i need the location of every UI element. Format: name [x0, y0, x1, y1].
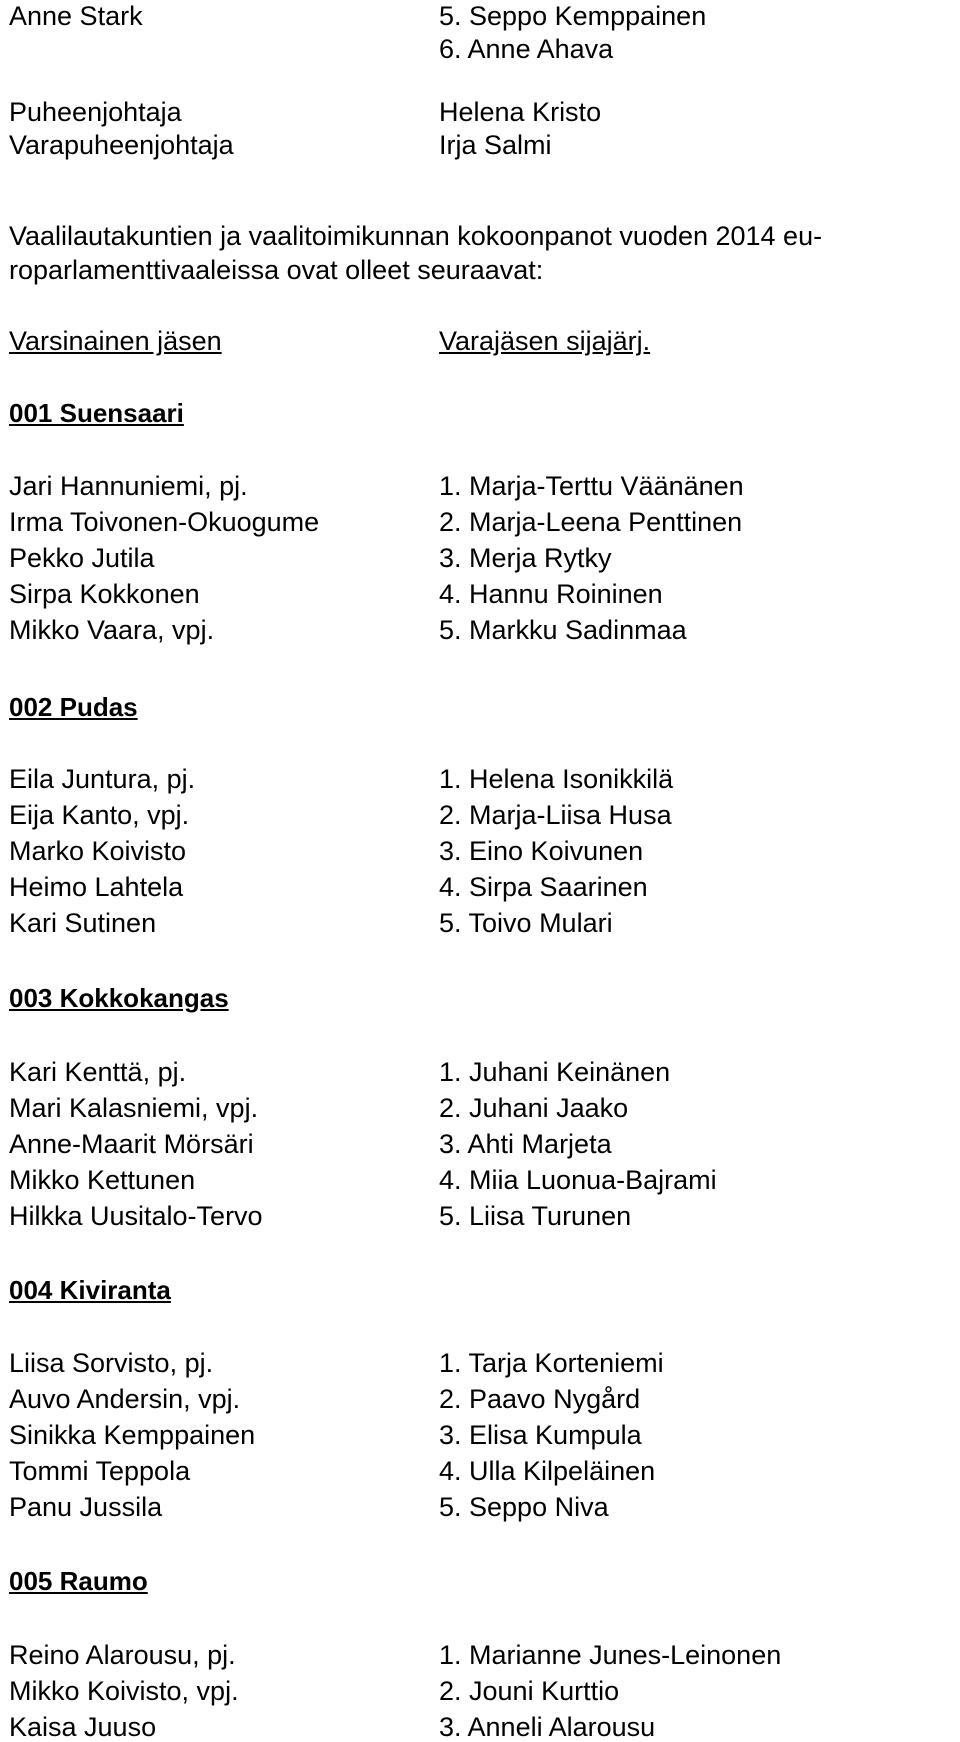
deputy-name: 5. Toivo Mulari: [439, 908, 613, 938]
member-name: Marko Koivisto: [9, 836, 187, 866]
member-name: Irma Toivonen-Okuogume: [9, 507, 320, 537]
officer-role-vice-chair: Varapuheenjohtaja: [9, 130, 234, 160]
officer-role-chair: Puheenjohtaja: [9, 97, 182, 127]
member-name: Auvo Andersin, vpj.: [9, 1384, 241, 1414]
member-name: Eila Juntura, pj.: [9, 764, 196, 794]
deputy-name: 2. Jouni Kurttio: [439, 1676, 620, 1706]
column-header-members: Varsinainen jäsen: [9, 326, 222, 356]
deputy-name: 4. Ulla Kilpeläinen: [439, 1456, 656, 1486]
deputy-name: 3. Anneli Alarousu: [439, 1712, 656, 1742]
deputy-name: 1. Marja-Terttu Väänänen: [439, 471, 744, 501]
member-name: Mari Kalasniemi, vpj.: [9, 1093, 259, 1123]
column-header-deputies: Varajäsen sijajärj.: [439, 326, 651, 356]
officer-name-vice-chair: Irja Salmi: [439, 130, 552, 160]
deputy-name: 1. Marianne Junes-Leinonen: [439, 1640, 782, 1670]
deputy-name: 1. Juhani Keinänen: [439, 1057, 671, 1087]
section-title: 002 Pudas: [9, 692, 138, 722]
deputy-name: 4. Hannu Roininen: [439, 579, 663, 609]
deputy-name: 4. Miia Luonua-Bajrami: [439, 1165, 717, 1195]
member-name: Kaisa Juuso: [9, 1712, 157, 1742]
deputy-name: 2. Paavo Nygård: [439, 1384, 641, 1414]
section-title: 001 Suensaari: [9, 398, 184, 428]
deputy-name: 3. Eino Koivunen: [439, 836, 644, 866]
intro-line-2: roparlamenttivaaleissa ovat olleet seuraavat:: [9, 255, 544, 285]
top-member-name: Anne Stark: [9, 1, 143, 31]
member-name: Hilkka Uusitalo-Tervo: [9, 1201, 263, 1231]
member-name: Heimo Lahtela: [9, 872, 184, 902]
member-name: Sinikka Kemppainen: [9, 1420, 256, 1450]
member-name: Mikko Kettunen: [9, 1165, 196, 1195]
deputy-name: 5. Markku Sadinmaa: [439, 615, 687, 645]
member-name: Liisa Sorvisto, pj.: [9, 1348, 214, 1378]
deputy-name: 4. Sirpa Saarinen: [439, 872, 648, 902]
member-name: Kari Sutinen: [9, 908, 157, 938]
deputy-name: 2. Juhani Jaako: [439, 1093, 629, 1123]
deputy-name: 3. Elisa Kumpula: [439, 1420, 642, 1450]
section-title: 004 Kiviranta: [9, 1275, 171, 1305]
section-title: 003 Kokkokangas: [9, 983, 229, 1013]
top-deputy-5: 5. Seppo Kemppainen: [439, 1, 707, 31]
deputy-name: 2. Marja-Liisa Husa: [439, 800, 672, 830]
section-title: 005 Raumo: [9, 1566, 148, 1596]
deputy-name: 2. Marja-Leena Penttinen: [439, 507, 743, 537]
intro-line-1: Vaalilautakuntien ja vaalitoimikunnan kokoonpanot vuoden 2014 eu-: [9, 221, 823, 251]
deputy-name: 1. Helena Isonikkilä: [439, 764, 674, 794]
member-name: Sirpa Kokkonen: [9, 579, 200, 609]
member-name: Eija Kanto, vpj.: [9, 800, 190, 830]
deputy-name: 3. Ahti Marjeta: [439, 1129, 612, 1159]
member-name: Jari Hannuniemi, pj.: [9, 471, 248, 501]
deputy-name: 5. Seppo Niva: [439, 1492, 609, 1522]
deputy-name: 1. Tarja Korteniemi: [439, 1348, 664, 1378]
top-deputy-6: 6. Anne Ahava: [439, 34, 614, 64]
deputy-name: 5. Liisa Turunen: [439, 1201, 632, 1231]
member-name: Reino Alarousu, pj.: [9, 1640, 236, 1670]
member-name: Pekko Jutila: [9, 543, 155, 573]
member-name: Panu Jussila: [9, 1492, 163, 1522]
deputy-name: 3. Merja Rytky: [439, 543, 612, 573]
member-name: Tommi Teppola: [9, 1456, 191, 1486]
officer-name-chair: Helena Kristo: [439, 97, 602, 127]
member-name: Mikko Vaara, vpj.: [9, 615, 215, 645]
member-name: Mikko Koivisto, vpj.: [9, 1676, 239, 1706]
member-name: Anne-Maarit Mörsäri: [9, 1129, 254, 1159]
member-name: Kari Kenttä, pj.: [9, 1057, 187, 1087]
